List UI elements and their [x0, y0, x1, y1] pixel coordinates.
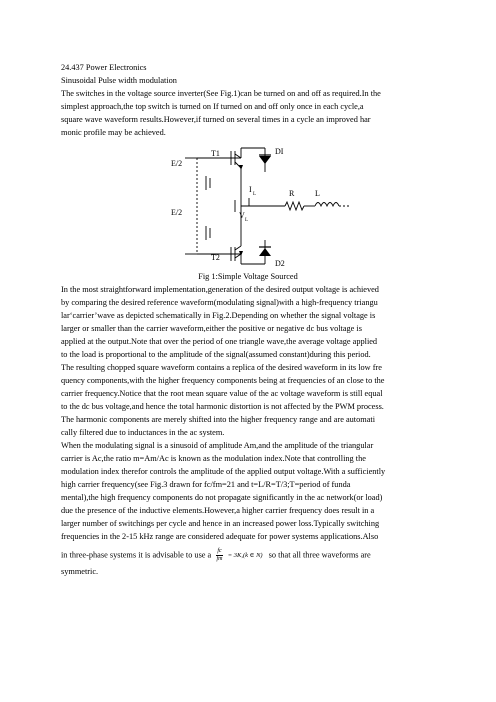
- formula-prefix: in three-phase systems it is advisable to use a: [61, 550, 212, 560]
- course-title: 24.437 Power Electronics: [61, 63, 147, 72]
- e-top-label: E/2: [171, 159, 183, 168]
- paragraph-line: frequencies in the 2-15 kHz range are considered adequate for power systems applications.Also: [61, 532, 379, 541]
- paragraph-line: larger or smaller than the carrier waveform,either the positive or negative dc bus voltage is: [61, 324, 362, 333]
- e-bottom-label: E/2: [171, 208, 183, 217]
- paragraph-line: simplest approach,the top switch is turned on If turned on and off only once in each cycle,a: [61, 102, 364, 111]
- paragraph-line: to the load is proportional to the amplitude of the signal(assumed constant)during this period.: [61, 350, 371, 359]
- paragraph-line: square wave waveform results.However,if turned on several times in a cycle an improved har: [61, 115, 371, 124]
- paragraph-line: to the dc bus voltage,and hence the total harmonic distortion is not affected by the PWM process.: [61, 402, 384, 411]
- il-label: I: [249, 185, 252, 194]
- paragraph-line: symmetric.: [61, 567, 99, 576]
- t1-label: T1: [211, 149, 220, 158]
- paragraph-line: high carrier frequency(see Fig.3 drawn for fc/fm=21 and t=L/R=T/3;T=period of funda: [61, 480, 351, 489]
- paragraph-line: applied at the output.Note that over the period of one triangle wave,the average voltage applied: [61, 337, 378, 346]
- paragraph-line: In the most straightforward implementation,generation of the desired output voltage is achieved: [61, 285, 379, 294]
- formula-suffix: so that all three waveforms are: [268, 550, 371, 560]
- paragraph-line: lar‘carrier’wave as depicted schematically in Fig.2.Depending on whether the signal voltage is: [61, 311, 376, 320]
- topic-title: Sinusoidal Pulse width modulation: [61, 76, 177, 85]
- formula-rhs: = 3K,(k ∈ N): [227, 552, 263, 560]
- d1-label: DI: [275, 147, 284, 156]
- vl-subscript: L: [245, 218, 249, 223]
- d2-label: D2: [275, 259, 285, 268]
- fraction-numerator: fc: [217, 548, 222, 554]
- paragraph-line: carrier frequency.Notice that the root mean square value of the ac voltage waveform is still equal: [61, 389, 383, 398]
- paragraph-line: larger number of switchings per cycle and hence in an increased power loss.Typically switching: [61, 519, 380, 528]
- circuit-diagram: [165, 142, 350, 270]
- figure-caption: Fig 1:Simple Voltage Sourced: [198, 272, 298, 281]
- fraction-denominator: fm: [216, 556, 223, 562]
- paragraph-line: cally filtered due to inductances in the ac system.: [61, 428, 225, 437]
- paragraph-line: mental),the high frequency components do not propagate significantly in the ac network(or load): [61, 493, 383, 502]
- paragraph-line: quency components,with the higher frequency components being at frequencies of an close to the: [61, 376, 385, 385]
- l-label: L: [315, 189, 320, 198]
- paragraph-line: The harmonic components are merely shifted into the higher frequency range and are automati: [61, 415, 376, 424]
- paragraph-line: due the presence of the inductive elements.However,a higher carrier frequency does result in a: [61, 506, 375, 515]
- paragraph-line: The resulting chopped square waveform contains a replica of the desired waveform in its low fre: [61, 363, 382, 372]
- formula-line: [61, 548, 371, 563]
- paragraph-line: The switches in the voltage source inverter(See Fig.1)can be turned on and off as required.In the: [61, 89, 381, 98]
- vl-label: V: [239, 211, 245, 220]
- paragraph-line: monic profile may be achieved.: [61, 128, 166, 137]
- r-label: R: [289, 189, 295, 198]
- paragraph-line: modulation index therefor controls the amplitude of the applied output voltage.With a sufficiently: [61, 467, 386, 476]
- paragraph-line: carrier is Ac,the ratio m=Am/Ac is known as the modulation index.Note that controlling the: [61, 454, 366, 463]
- paragraph-line: by comparing the desired reference waveform(modulating signal)with a high-frequency triangu: [61, 298, 378, 307]
- il-subscript: L: [253, 192, 257, 197]
- paragraph-line: When the modulating signal is a sinusoid of amplitude Am,and the amplitude of the triangular: [61, 441, 374, 450]
- fraction: [216, 548, 222, 563]
- t2-label: T2: [211, 253, 220, 262]
